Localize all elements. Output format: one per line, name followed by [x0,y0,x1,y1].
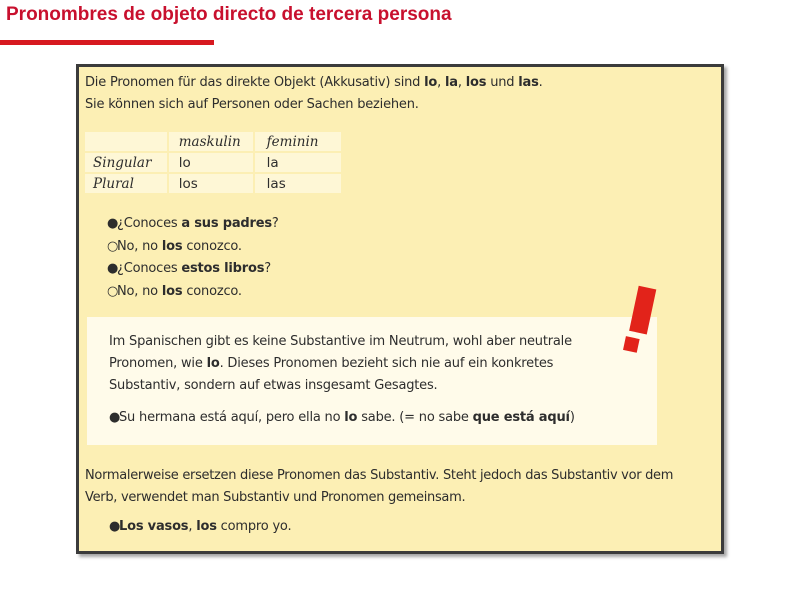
example-item: ○No, no los conozco. [107,281,279,304]
intro-line-1: Die Pronomen für das direkte Objekt (Akkusativ) sind lo, la, los und las. [85,75,543,90]
neutral-pronoun-note [87,317,657,445]
exclamation-icon [614,284,668,363]
bullet-icon: ● [109,519,121,534]
note-line-1: Im Spanischen gibt es keine Substantive im Neutrum, wohl aber neutrale [109,334,572,349]
example-item: ●¿Conoces estos libros? [107,258,279,281]
table-cell: los [168,173,254,194]
exclamation-dot [623,336,640,353]
slide-title: Pronombres de objeto directo de tercera persona [6,4,452,25]
note-example: ●Su hermana está aquí, pero ella no lo sabe. (= no sabe que está aquí) [109,410,575,425]
intro-line-2: Sie können sich auf Personen oder Sachen beziehen. [85,97,419,112]
table-header-cell: maskulin [168,131,254,152]
outro-text [85,465,673,509]
table-header-cell: feminin [254,131,342,152]
bullet-icon: ● [107,261,119,276]
bullet-icon: ○ [107,283,119,299]
table-row [84,173,342,194]
note-line-2: Pronomen, wie lo. Dieses Pronomen bezieht sich nie auf ein konkretes [109,356,554,371]
outro-example: ●Los vasos, los compro yo. [109,519,292,534]
bullet-icon: ○ [107,238,119,254]
example-item: ○No, no los conozco. [107,236,279,259]
exclamation-bar [629,286,656,335]
title-underline [0,40,214,45]
example-list [107,213,279,303]
bullet-icon: ● [109,410,121,425]
table-cell: la [254,152,342,173]
outro-line-2: Verb, verwendet man Substantiv und Pronomen gemeinsam. [85,490,466,505]
outro-line-1: Normalerweise ersetzen diese Pronomen das Substantiv. Steht jedoch das Substantiv vor dem [85,468,674,483]
intro-text [85,72,543,116]
table-cell: lo [168,152,254,173]
bullet-icon: ● [107,216,119,231]
table-header-cell [84,131,168,152]
example-item: ●¿Conoces a sus padres? [107,213,279,236]
grammar-card [76,64,724,554]
table-cell: Plural [84,173,168,194]
table-row [84,152,342,173]
note-line-3: Substantiv, sondern auf etwas insgesamt Gesagtes. [109,378,438,393]
table-header-row [84,131,342,152]
table-cell: Singular [84,152,168,173]
note-text [109,331,572,397]
pronoun-table [83,130,343,195]
table-cell: las [254,173,342,194]
